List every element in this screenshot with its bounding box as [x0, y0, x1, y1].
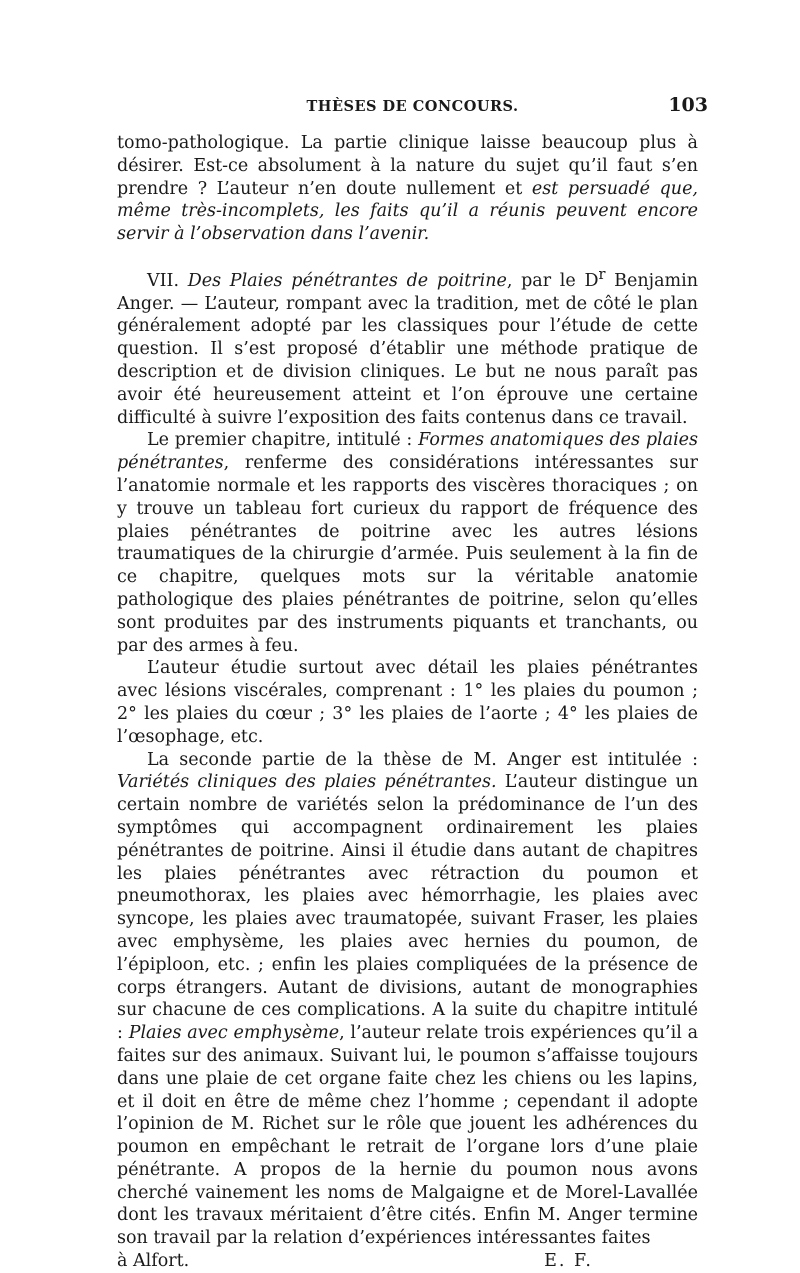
running-title: THÈSES DE CONCOURS. [306, 98, 519, 115]
chapter-title: Formes anatomiques des plaies pénétrantes [117, 430, 698, 474]
closing-line [117, 1250, 698, 1273]
body-text [117, 132, 698, 1273]
paragraph-text: Benjamin Anger. — L’auteur, rompant avec la tradition, met de côté le plan généralement adopté par les classiques pour l’étude de cette question. Il s’est proposé d’établir une méthode pratique de description et de division cliniques. Le but ne nous paraît pas avoir été heureusement atteint et l’on éprouve une certaine difficulté à suivre l’exposition des faits contenus dans ce travail. [117, 270, 698, 428]
paragraph-text: tomo-pathologique. La partie clinique laisse beaucoup plus à désirer. Est-ce absolument à la nature du sujet qu’il faut s’en prendre ? L’auteur n’en doute nullement et [117, 133, 698, 199]
thesis-title: Des Plaies pénétrantes de poitrine [187, 270, 507, 291]
paragraph-text: L’auteur étudie surtout avec détail les plaies pénétrantes avec lésions viscérales, comprenant : 1° les plaies du poumon ; 2° les plaies du cœur ; 3° les plaies de l’aorte ; 4° les plaies de l’œsophage, etc. [117, 658, 698, 747]
page-header [117, 94, 708, 122]
paragraph-text: La seconde partie de la thèse de M. Anger est intitulée : [147, 749, 698, 770]
paragraph-second-part [117, 749, 698, 1251]
paragraph-text: L’auteur distingue un certain nombre de variétés selon la prédominance de l’un des symptômes qui accompagnent ordinairement les plaies pénétrantes de poitrine. Ainsi il étudie dans autant de chapitres les plaies pénétrantes avec rétraction du poumon et pneumothorax, les plaies avec hémorrhagie, les plaies avec syncope, les plaies avec traumatopée, suivant Fraser, les plaies avec emphysème, les plaies avec hernies du poumon, de l’épiploon, etc. ; enfin les plaies compliquées de la présence de corps étrangers. Autant de divisions, autant de monographies sur chacune de ces complications. A la suite du chapitre intitulé : [117, 772, 698, 1044]
superscript: r [598, 265, 606, 283]
italic-quote: est persuadé que, même très-incomplets, les faits qu’il a réunis peuvent encore servir à l’observation dans l’avenir. [117, 178, 698, 245]
paragraph-text: , l’auteur relate trois expériences qu’il a faites sur des animaux. Suivant lui, le poumon s’affaisse toujours dans une plaie de cet organe faite chez les chiens ou les lapins, et il doit en être de même chez l’homme ; cependant il adopte l’opinion de M. Richet sur le rôle que jouent les adhérences du poumon en empêchant le retrait de l’organe lors d’une plaie pénétrante. A propos de la hernie du poumon nous avons cherché vainement les noms de Malgaigne et de Morel-Lavallée dont les travaux méritaient d’être cités. Enfin M. Anger termine son travail par la relation d’expériences intéressantes faites [117, 1023, 699, 1249]
paragraph-first-chapter [117, 429, 698, 657]
closing-text: à Alfort. [117, 1251, 190, 1272]
part-title: Variétés cliniques des plaies pénétrantes. [117, 772, 497, 793]
paragraph-section-vii [117, 264, 698, 429]
paragraph-visceral-lesions [117, 657, 698, 748]
section-number: VII. [147, 270, 180, 291]
page-number: 103 [668, 94, 708, 116]
chapter-title: Plaies avec emphysème [128, 1023, 340, 1044]
author-signature: E. F. [544, 1251, 593, 1272]
paragraph-text: , renferme des considérations intéressantes sur l’anatomie normale et les rapports des viscères thoraciques ; on y trouve un tableau fort curieux du rapport de fréquence des plaies pénétrantes de poitrine avec les autres lésions traumatiques de la chirurgie d’armée. Puis seulement à la fin de ce chapitre, quelques mots sur la véritable anatomie pathologique des plaies pénétrantes de poitrine, selon qu’elles sont produites par des instruments piquants et tranchants, ou par des armes à feu. [117, 453, 698, 656]
paragraph-text: Le premier chapitre, intitulé : [147, 430, 419, 451]
paragraph-text: , par le D [506, 270, 599, 291]
paragraph-intro-continuation [117, 132, 698, 246]
